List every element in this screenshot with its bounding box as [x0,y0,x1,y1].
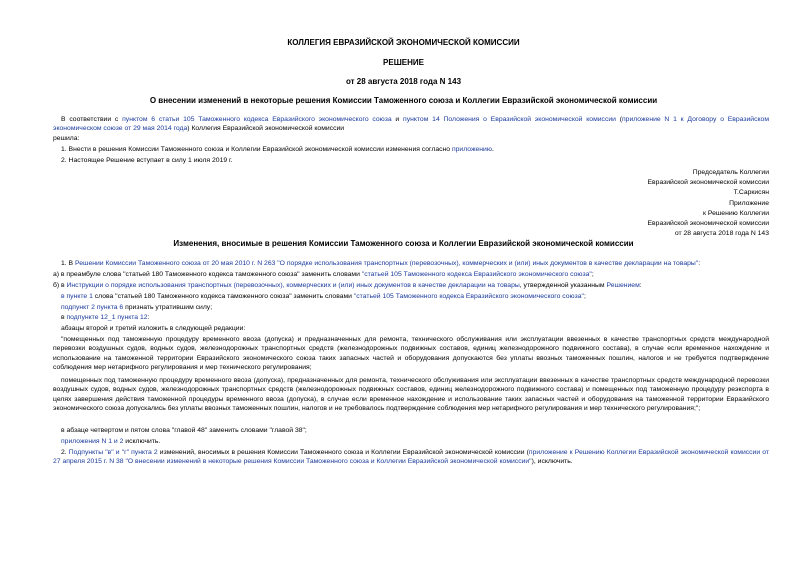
regulation-link[interactable]: пунктом 14 Положения о Евразийской экономической комиссии [403,116,616,123]
appendix-sub-c: в пункте 1 слова "статьей 180 Таможенного кодекса таможенного союза" заменить словами "статьей 105 Таможенного кодекса Евразийского экономического союза"; [61,293,586,300]
preamble-paragraph: В соответствии с пунктом 6 статьи 105 Таможенного кодекса Евразийского экономического союза и пунктом 14 Положения о Евразийской экономической комиссии (приложение N 1 к Договору о Евразийском экономическом союзе от 29 мая 2014 года) Коллегия Евразийской экономической комиссии [53,116,769,133]
appendix-sub-g: в абзаце четвертом и пятом слова "главой 48" заменить словами "главой 38"; [61,427,307,434]
appendix-ref-3: Евразийской экономической комиссии [647,220,769,227]
article-105-link-c[interactable]: "статьей 105 Таможенного кодекса Евразийского экономического союза" [353,293,584,300]
treaty-annex-link[interactable]: приложение N 1 к Договору о Евразийском экономическом союзе от 29 мая 2014 года [53,116,769,133]
quoted-paragraph-1: "помещенных под таможенную процедуру временного ввоза (допуска) и предназначенных для ремонта, технического обслуживания или эксплуатации ввезенных в качестве транспортных средств международной перевозки воздушных судов, водных судов, железнодорожных транспортных средств (железнодорожных подвижных составов, единиц железнодорожного подвижного состава), в случае если временное нахождение и использование на таможенной территории Евразийского экономического союза таких запасных частей и оборудования допускаются без уплаты ввозных таможенных пошлин, налогов и не требуется подтверждение соблюдения мер нетарифного регулирования и мер технического регулирования; [53,336,769,371]
doc-date-number: от 28 августа 2018 года N 143 [345,77,462,86]
decision-item-2: 2. Настоящее Решение вступает в силу 1 июля 2019 г. [61,157,233,164]
signature-role-2: Евразийской экономической комиссии [647,179,769,186]
appendix-ref-1: Приложение [729,200,769,207]
appendix-item-1: 1. В Решении Комиссии Таможенного союза от 20 мая 2010 г. N 263 "О порядке использования транспортных (перевозочных), коммерческих и (или) иных документов в качестве декларации на товары": [61,260,701,267]
tk-article-link[interactable]: пунктом 6 статьи 105 Таможенного кодекса Евразийского экономического союза [122,116,392,123]
appendix-title: Изменения, вносимые в решения Комиссии Таможенного союза и Коллегии Евразийской экономической комиссии [173,239,634,248]
appendix-sub-h: приложения N 1 и 2 исключить. [61,438,161,445]
signature-name: Т.Саркисян [733,189,769,196]
subpoints-v-g-link[interactable]: Подпункты "в" и "г" пункта 2 [68,449,158,456]
appendix-item-2: 2. Подпункты "в" и "г" пункта 2 изменений, вносимых в решения Комиссии Таможенного союза и Коллегии Евразийской экономической комиссии (приложение к Решению Коллегии Евразийской экономической комиссии от 27 апреля 2015 г. N 38 "О внесении изменений в некоторые решения Комиссии Таможенного союза и Коллегии Евразийской экономической комиссии"), исключить. [53,449,769,466]
subpoint-2-point-6-link[interactable]: подпункт 2 пункта 6 [61,304,124,311]
subpoint-12-1-link[interactable]: подпункте 12_1 пункта 12 [66,314,148,321]
decision-item-1: 1. Внести в решения Комиссии Таможенного союза и Коллегии Евразийской экономической комиссии изменения согласно приложению. [61,146,494,153]
instruction-link[interactable]: Инструкции о порядке использования транспортных (перевозочных), коммерческих и (или) иных документов в качестве декларации на товары [66,282,520,289]
appendix-sub-a: а) в преамбуле слова "статьей 180 Таможенного кодекса таможенного союза" заменить словами "статьей 105 Таможенного кодекса Евразийского экономического союза"; [53,271,594,278]
decision-link[interactable]: Решением [606,282,640,289]
appendix-sub-f: абзацы второй и третий изложить в следующей редакции: [61,325,246,332]
appendix-sub-d: подпункт 2 пункта 6 признать утратившим силу; [61,304,213,311]
quoted-paragraph-2: помещенных под таможенную процедуру временного ввоза (допуска), предназначенных для ремонта, технического обслуживания или эксплуатации ввезенных в качестве транспортных средств международной перевозки воздушных судов, водных судов, железнодорожных транспортных средств (железнодорожных подвижных составов, единиц железнодорожного подвижного состава) и помещенных под таможенную процедуру реэкспорта в целях завершения действия таможенной процедуры временного ввоза (допуска), в случае если временное нахождение и использование таких запасных частей и оборудования на таможенной территории Евразийского экономического союза допускались без уплаты ввозных таможенных пошлин, налогов и не требовалось подтверждение соблюдения мер нетарифного регулирования и мер технического регулирования;"; [53,377,769,412]
doc-type: РЕШЕНИЕ [383,58,424,67]
article-105-link-a[interactable]: "статьей 105 Таможенного кодекса Евразийского экономического союза" [361,271,592,278]
decided-label: решила: [53,135,80,142]
appendix-sub-b: б) в Инструкции о порядке использования транспортных (перевозочных), коммерческих и (или) иных документов в качестве декларации на товары, утвержденной указанным Решением: [53,282,642,289]
org-name: КОЛЛЕГИЯ ЕВРАЗИЙСКОЙ ЭКОНОМИЧЕСКОЙ КОМИССИИ [287,38,520,47]
decision-263-link[interactable]: Решении Комиссии Таможенного союза от 20 мая 2010 г. N 263 "О порядке использования транспортных (перевозочных), коммерческих и (или) иных документов в качестве декларации на товары" [74,260,699,267]
appendix-ref-4: от 28 августа 2018 года N 143 [674,230,769,237]
appendix-link[interactable]: приложению [451,146,492,153]
doc-title: О внесении изменений в некоторые решения Комиссии Таможенного союза и Коллегии Евразийской экономической комиссии [149,96,658,105]
appendix-ref-2: к Решению Коллегии [702,210,769,217]
annexes-1-2-link[interactable]: приложения N 1 и 2 [61,438,124,445]
decision-38-link[interactable]: приложение к Решению Коллегии Евразийской экономической комиссии от 27 апреля 2015 г. N 38 "О внесении изменений в некоторые решения Комиссии Таможенного союза и Коллегии Евразийской экономической комиссии" [53,449,769,466]
appendix-sub-e: в подпункте 12_1 пункта 12: [61,314,150,321]
point-1-link[interactable]: в пункте 1 [61,293,93,300]
signature-role-1: Председатель Коллегии [692,169,769,176]
